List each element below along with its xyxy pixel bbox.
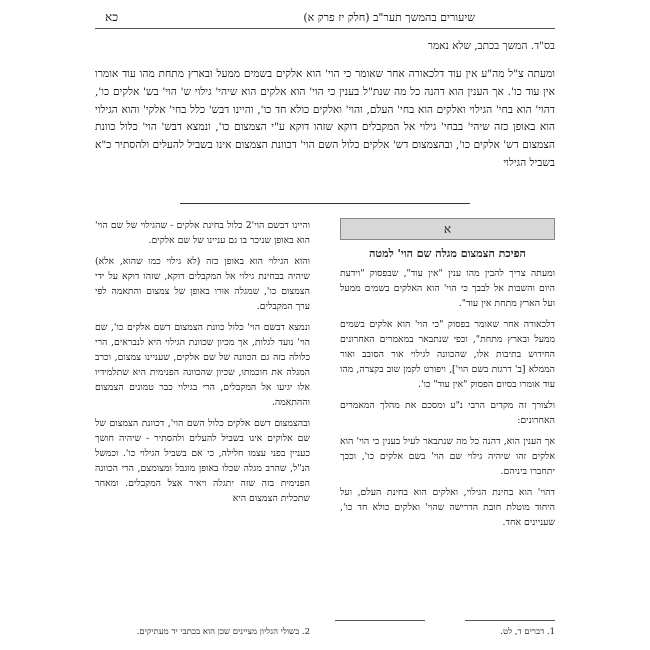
commentary-paragraph: דלכאורה אחר שאומר בפסוק "כי הוי' הוא אלקים בשמים ממעל ובארץ מתחת", וכפי שנתבאר במאמרים האחרונים החידוש בתיבות אלו, שהכוונה לגילוי אור הסובב ואור הממלא [ב' דרגות בשם הוי'], ויפורט לקמן שוב בקצרה, מהו עוד אומרו בסיום הפסוק "אין עוד" כו'.: [340, 319, 555, 390]
commentary-paragraph: ונמצא דבשם הוי' כלול כוונת הצמצום דשם אלקים כו', שם הוי' נועד לגלות, אך מכיון שכוונת הגילוי היא לנבראים, הרי כלולה בזה גם הכוונה של שם אלקים, שעניינו צמצום, וכרב המגלה את חוכמתו, שכיון שהכוונה הפנימית היא שתלמידיו אלו יגיעו אל המקבלים, הרי בגילוי כבר טמונים הצמצום וההתאמה.: [95, 322, 310, 408]
divider-line: [180, 203, 470, 204]
footnote-left: 2. בשולי הגליון מציינים שכן הוא בכתבי יד מעתיקים.: [136, 627, 310, 637]
right-column: [340, 218, 555, 536]
commentary-paragraph: והוא הגילוי הוא באופן כזה (לא גילוי כמו שהוא, אלא) שיהיה בבחינת גילוי אל המקבלים דוקא, שזהו דוקא על ידי הצמצום כו', שמגלה אורו באופן של צמצום והתאמה לפי ערך המקבלים.: [95, 256, 310, 312]
commentary-paragraph: והיינו דבשם הוי'2 כלול בחינת אלקים - שהגילוי של שם הוי' הוא באופן שניכר בו גם עניינו של שם אלקים.: [95, 220, 310, 246]
commentary-paragraph: ולצורך זה מקדים הרבי נ"ע ומסכם את מהלך המאמרים האחרונים:: [340, 400, 555, 426]
footnote-rule-right: [465, 620, 555, 621]
original-paragraph: ומעתה צ"ל מה"ע אין עוד דלכאורה אחר שאומר כי הוי' הוא אלקים בשמים ממעל ובארץ מתחת מהו עוד אומרו אין עוד כו'. אך הענין הוא דהנה כל מה שנת"ל בענין כי הוי' הוא אלקים הוא שיהי' גילוי ש' הוי' בש' אלקים כו', דהוי' הוא בחי' הגילוי ואלקים הוא בחי' העלם, והוי' ואלקים כולא חד כו', והיינו דבש' כלל בחי' אלקי' והוא הגילוי הוא באופן כזה שיהי' בבחי' גילוי אל המקבלים דוקא שזהו דוקא ע"י הצמצום כו', ונמצא דבש' הוי' כלול כוונת הצמצום דש' אלקים כו', ובהצמצום דש' אלקים כלול השם הוי' דכוונת הצמצום אינו בשביל להעלים ולהסתיר כ"א בשביל הגילוי: [95, 68, 555, 169]
running-title: שיעורים בהמשך תער"ב (חלק יז פרק א): [303, 11, 475, 24]
commentary-paragraph: אך הענין הוא, דהנה כל מה שנתבאר לעיל בענין כי הוי' הוא אלקים זהו שיהיה גילוי שם הוי' בשם אלקים כו', וככך יתחברו ביניהם.: [340, 436, 555, 477]
commentary-paragraph: ומעתה צריך להבין מהו ענין "אין עוד", שבפסוק "וידעת היום והשבות אל לבבך כי הוי' הוא האלקים בשמים ממעל ועל הארץ מתחת אין עוד".: [340, 268, 555, 309]
chapter-box: [340, 218, 555, 240]
page-number: כא: [105, 10, 119, 24]
original-text-block: [95, 66, 555, 173]
footnote-right: 1. דברים ד, לט.: [500, 627, 555, 637]
commentary-paragraph: דהוי' הוא בחינת הגילוי, ואלקים הוא בחינת העלם, ועל היחוד מוטלת חובת הדרישה שהוי' ואלקים כולא חד כו', שעניינים אחד.: [340, 487, 555, 528]
section-subheading: בס"ד. המשך בכתב, שלא נאמר: [427, 40, 555, 52]
left-column: [95, 218, 310, 512]
chapter-letter: א: [443, 222, 452, 236]
footnote-rule-left: [335, 620, 425, 621]
section-title: הפיכת הצמצום מגלה שם הוי' למטה: [369, 247, 526, 260]
commentary-paragraph: ובהצמצום דשם אלקים כלול השם הוי', דכוונת הצמצום של שם אלוקים אינו בשביל להעלים ולהסתיר - שיהיה חושך כעניין בפני עצמו חלילה, כי אם בשביל הגילוי כו'. וכמשל הנ"ל, שהרב מגלה שכלו באופן מוגבל ומצומצם, הרי הכוונה הפנימית בזה שזה יתגלה ויאיר אצל המקבלים. ומאחר שתכלית הצמצום היא: [95, 418, 310, 504]
running-header: [95, 10, 555, 29]
